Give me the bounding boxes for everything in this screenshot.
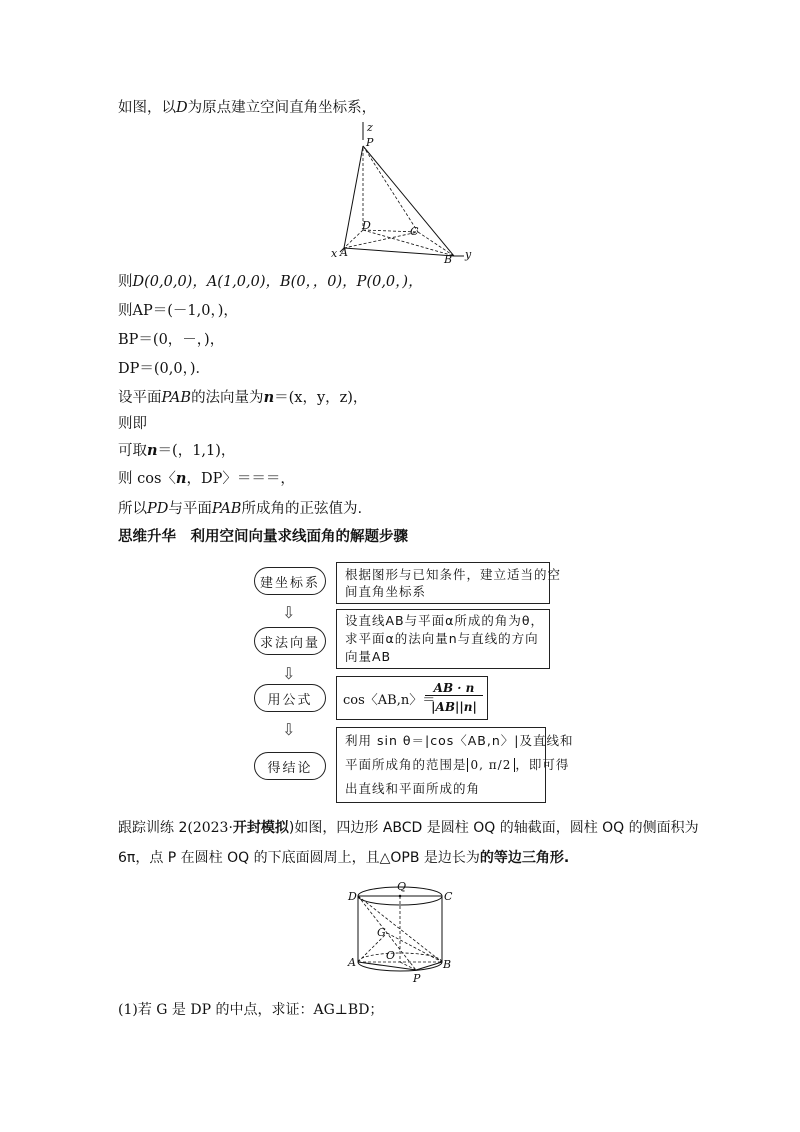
cylinder-figure bbox=[340, 878, 460, 990]
cyl-label-a: A bbox=[348, 956, 356, 969]
cyl-label-o: O bbox=[386, 949, 396, 962]
cyl-label-p: P bbox=[413, 972, 421, 985]
cyl-label-c: C bbox=[444, 890, 453, 903]
solution-line-5: 设平面PAB的法向量为n＝(x，y，z)， bbox=[118, 389, 368, 406]
step-label-1: 建坐标系 bbox=[254, 567, 326, 595]
solution-line-1: 则D(0,0,0)，A(1,0,0)，B(0，，0)，P(0,0，)， bbox=[118, 274, 423, 290]
exercise-line-1: 跟踪训练 2(2023·开封模拟)如图，四边形 ABCD 是圆柱 OQ 的轴截面，圆柱 OQ 的侧面积为 bbox=[118, 820, 699, 836]
formula-left: cos〈AB,n〉＝ bbox=[343, 693, 436, 708]
down-arrow-icon: ⇩ bbox=[282, 603, 296, 622]
label-b: B bbox=[444, 253, 453, 264]
solution-line-7: 可取n＝(，1,1)， bbox=[118, 442, 236, 459]
label-x: x bbox=[331, 247, 338, 260]
cyl-label-d: D bbox=[348, 890, 357, 903]
angle-interval: 0, π/2 bbox=[467, 758, 516, 772]
step-box-1: 根据图形与已知条件，建立适当的空 间直角坐标系 bbox=[336, 562, 550, 604]
intro-line: 如图，以D为原点建立空间直角坐标系， bbox=[118, 100, 377, 116]
formula-numerator: AB · n bbox=[425, 681, 483, 696]
solution-line-8: 则 cos〈n，DP〉＝＝＝， bbox=[118, 470, 295, 487]
formula-denominator: |AB||n| bbox=[431, 700, 477, 714]
label-z: z bbox=[367, 122, 373, 134]
down-arrow-icon: ⇩ bbox=[282, 720, 296, 739]
solution-line-6: 则即 bbox=[118, 416, 147, 432]
solution-line-9: 所以PD与平面PAB所成角的正弦值为. bbox=[118, 501, 363, 517]
label-a: A bbox=[340, 246, 348, 259]
exercise-line-2: 6π，点 P 在圆柱 OQ 的下底面圆周上，且△OPB 是边长为的等边三角形. bbox=[118, 850, 570, 866]
label-p: P bbox=[366, 136, 374, 149]
step-label-3: 用公式 bbox=[254, 684, 326, 712]
solution-line-3: BP＝(0，－，)， bbox=[118, 332, 225, 348]
cyl-label-q: Q bbox=[397, 880, 407, 893]
pyramid-figure bbox=[326, 122, 476, 264]
step-box-3 bbox=[336, 676, 488, 720]
cyl-label-g: G bbox=[377, 926, 386, 939]
step-label-4: 得结论 bbox=[254, 752, 326, 780]
step-box-4: 利用 sin θ＝|cos〈AB,n〉|及直线和 平面所成角的范围是 0, π/2 ，即可得 出直线和平面所成的角 bbox=[336, 727, 546, 803]
label-y: y bbox=[465, 248, 472, 261]
label-d: D bbox=[362, 219, 371, 232]
solution-line-4: DP＝(0,0，)． bbox=[118, 361, 211, 377]
label-c: C bbox=[410, 225, 419, 238]
cyl-label-b: B bbox=[443, 958, 452, 971]
solution-line-2: 则AP＝(－1,0，)， bbox=[118, 303, 238, 319]
step-label-2: 求法向量 bbox=[254, 627, 326, 655]
question-1: (1)若 G 是 DP 的中点，求证：AG⊥BD； bbox=[118, 1002, 384, 1018]
down-arrow-icon: ⇩ bbox=[282, 664, 296, 683]
step-box-2: 设直线AB与平面α所成的角为θ， 求平面α的法向量n与直线的方向 向量AB bbox=[336, 609, 550, 669]
summary-title: 思维升华 利用空间向量求线面角的解题步骤 bbox=[118, 529, 408, 545]
